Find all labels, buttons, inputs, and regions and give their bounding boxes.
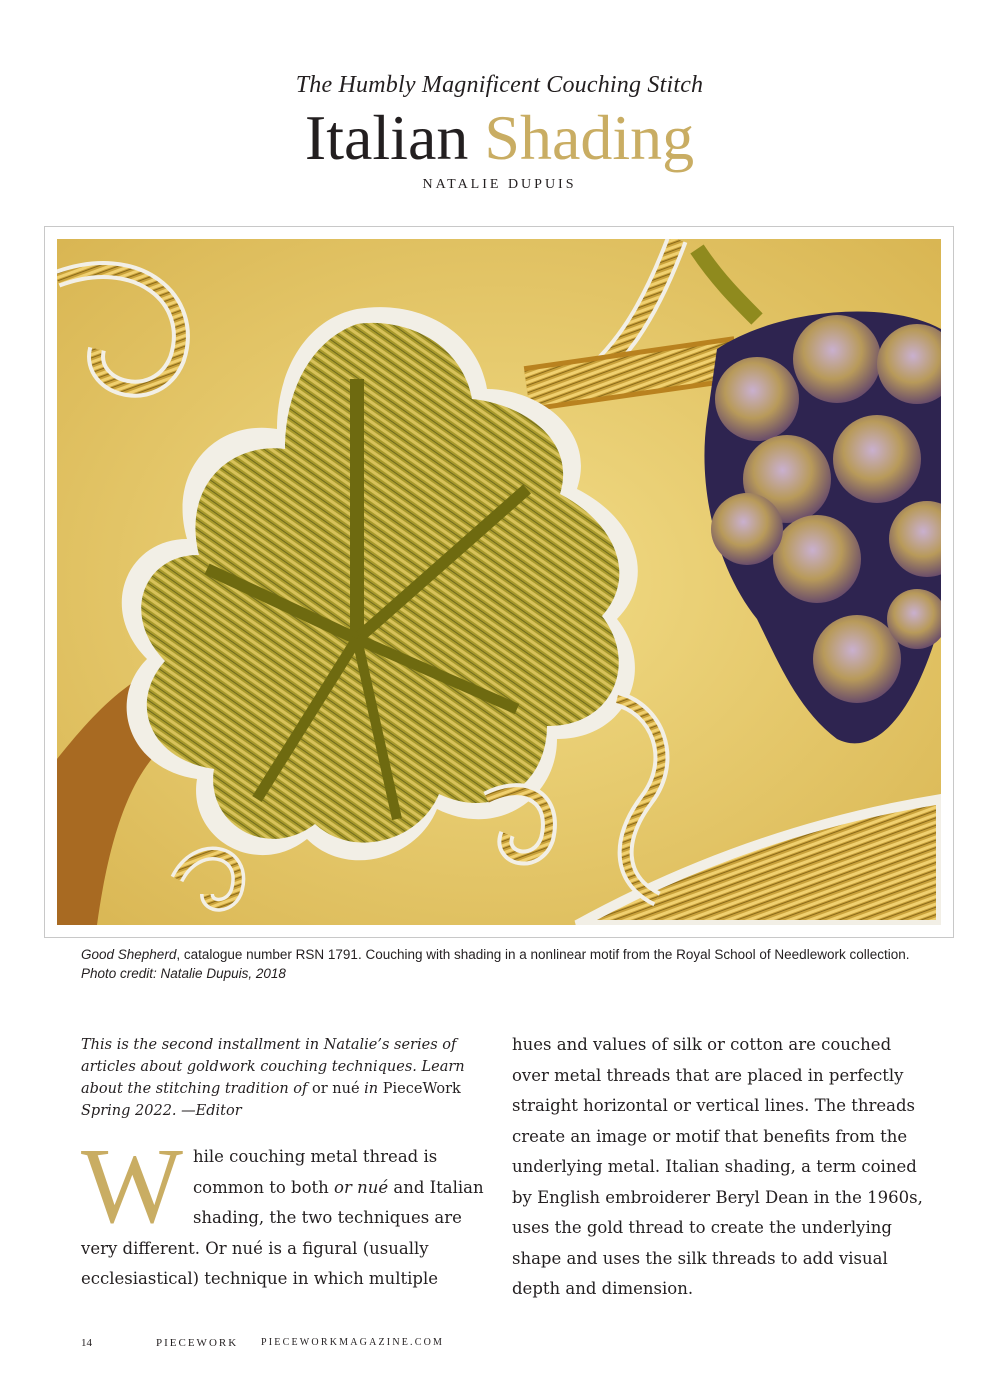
page-number: 14 [81, 1337, 92, 1349]
article-header [0, 72, 999, 193]
magazine-url: PIECEWORKMAGAZINE.COM [261, 1337, 445, 1348]
intro-term-piecework: PieceWork [382, 1081, 461, 1097]
author-byline: NATALIE DUPUIS [422, 177, 577, 192]
intro-text-3: Spring 2022. —Editor [81, 1103, 242, 1119]
article-title [0, 102, 999, 173]
lead-paragraph [81, 1127, 486, 1295]
embroidery-illustration [57, 239, 941, 925]
title-word-italian: Italian [304, 102, 469, 173]
column-right [512, 1030, 932, 1305]
magazine-name: PIECEWORK [156, 1337, 239, 1349]
photo-frame [44, 226, 954, 938]
column-left [81, 1030, 486, 1295]
photo-caption [81, 945, 941, 983]
caption-text: , catalogue number RSN 1791. Couching with shading in a nonlinear motif from the Royal School of Needlework collection. [176, 947, 910, 962]
caption-photo-credit: Photo credit: Natalie Dupuis, 2018 [81, 966, 286, 981]
caption-artwork-title: Good Shepherd [81, 947, 177, 962]
embroidery-photo [57, 239, 941, 925]
article-kicker: The Humbly Magnificent Couching Stitch [295, 72, 704, 98]
title-word-shading: Shading [484, 102, 695, 173]
drop-cap: W [81, 1127, 183, 1246]
lead-text-b: and Italian shading, the two techniques are very different. Or nué is a figural (usually ecclesiastical) technique in which multiple [81, 1177, 484, 1288]
lead-text-a: hile couching metal thread is common to both [192, 1147, 438, 1197]
intro-term-or-nue: or nué [312, 1081, 360, 1097]
intro-text-2: in [359, 1081, 383, 1097]
intro-text-1: This is the second installment in Natalie’s series of articles about goldwork couching techniques. Learn about the stitching tradition of [81, 1037, 465, 1097]
editor-intro [81, 1034, 486, 1122]
body-paragraph-continued: hues and values of silk or cotton are couched over metal threads that are placed in perfectly straight horizontal or vertical lines. The threads create an image or motif that benefits from the underlying metal. Italian shading, a term coined by English embroiderer Beryl Dean in the 1960s, uses the gold thread to create the underlying shape and uses the silk threads to add visual depth and dimension. [512, 1035, 923, 1298]
lead-term-or-nue: or nué [334, 1177, 389, 1197]
